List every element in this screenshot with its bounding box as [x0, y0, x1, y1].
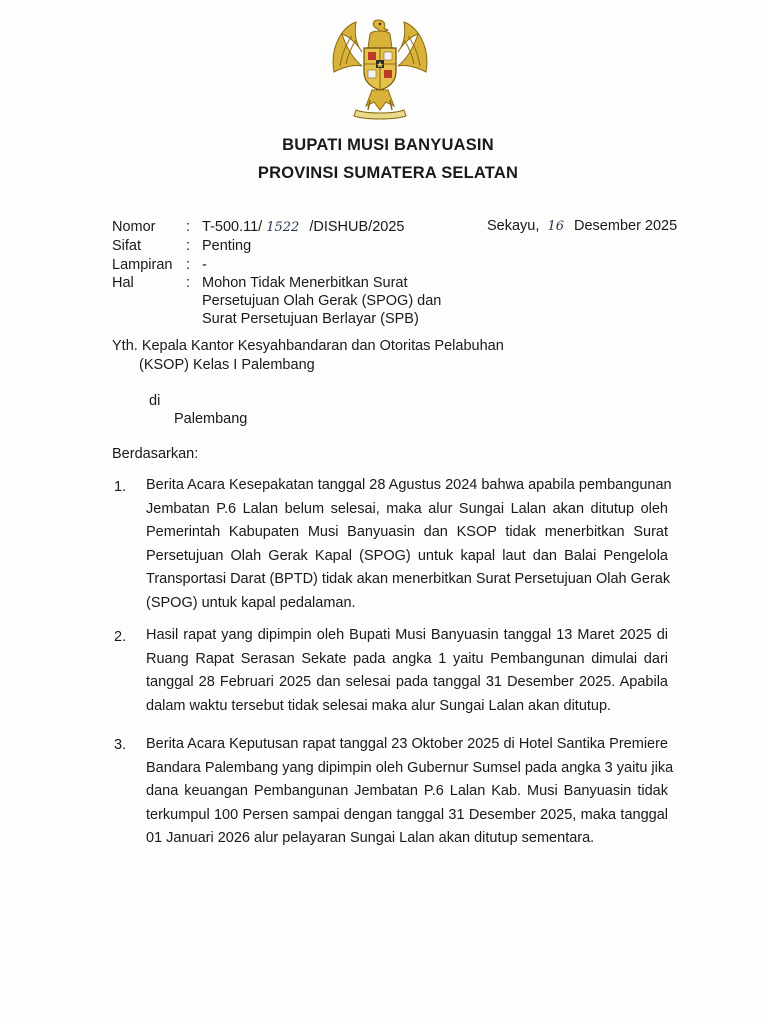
paragraph-line: 01 Januari 2026 alur pelayaran Sungai Lalan akan ditutup sementara. [146, 830, 595, 846]
nomor-prefix: T-500.11/ [202, 219, 263, 235]
nomor-suffix: /DISHUB/2025 [309, 219, 405, 235]
paragraph-line: Hasil rapat yang dipimpin oleh Bupati Musi Banyuasin tanggal 13 Maret 2025 di [146, 627, 668, 643]
hal-label: Hal [112, 275, 134, 291]
paragraph-line: dalam waktu tersebut tidak selesai maka alur Sungai Lalan akan ditutup. [146, 697, 612, 714]
colon: : [186, 275, 191, 291]
lampiran-value: - [202, 257, 207, 273]
hal-line: Persetujuan Olah Gerak (SPOG) dan [202, 293, 442, 309]
list-item-number: 3. [114, 737, 127, 753]
paragraph-line: Persetujuan Olah Gerak Kapal (SPOG) untuk kapal laut dan Balai Pengelola [146, 547, 668, 564]
paragraph-line: Jembatan P.6 Lalan belum selesai, maka alur Sungai Lalan akan ditutup oleh [146, 500, 668, 517]
recipient-line-1: Yth. Kepala Kantor Kesyahbandaran dan Otoritas Pelabuhan [112, 338, 504, 354]
paragraph-line: Ruang Rapat Serasan Sekate pada angka 1 yaitu Pembangunan dimulai dari [146, 650, 668, 667]
list-item-number: 2. [114, 629, 127, 645]
list-item-number: 1. [114, 479, 127, 495]
lampiran-label: Lampiran [112, 257, 173, 273]
paragraph-line: dana keuangan Pembangunan Jembatan P.6 Lalan Kab. Musi Banyuasin tidak [146, 783, 668, 799]
colon: : [186, 238, 191, 254]
hal-line: Mohon Tidak Menerbitkan Surat [202, 275, 408, 291]
recipient-line-2: (KSOP) Kelas I Palembang [139, 357, 315, 373]
hal-line: Surat Persetujuan Berlayar (SPB) [202, 311, 419, 327]
letter-heading-province: PROVINSI SUMATERA SELATAN [257, 164, 519, 182]
paragraph-line: Berita Acara Keputusan rapat tanggal 23 Oktober 2025 di Hotel Santika Premiere [146, 736, 668, 752]
nomor-handwritten: 1522 [266, 220, 300, 235]
nomor-value [202, 218, 404, 237]
colon: : [186, 257, 191, 273]
paragraph-line: Pemerintah Kabupaten Musi Banyuasin dan KSOP tidak menerbitkan Surat [146, 524, 668, 540]
date-month-year: Desember 2025 [574, 218, 678, 234]
paragraph-line: tanggal 28 Februari 2025 dan selesai pada tanggal 31 Desember 2025. Apabila [146, 674, 668, 690]
colon: : [186, 219, 191, 235]
paragraph-line: (SPOG) untuk kapal pedalaman. [146, 594, 356, 611]
paragraph-line: terkumpul 100 Persen sampai dengan tanggal 31 Desember 2025, maka tanggal [146, 806, 668, 823]
nomor-label: Nomor [112, 219, 156, 235]
sifat-label: Sifat [112, 238, 142, 254]
recipient-city: Palembang [174, 411, 248, 427]
recipient-di: di [149, 393, 161, 409]
sifat-value: Penting [202, 238, 252, 254]
paragraph-line: Bandara Palembang yang dipimpin oleh Gubernur Sumsel pada angka 3 yaitu jika [146, 759, 674, 776]
body-intro: Berdasarkan: [112, 446, 199, 462]
date-place: Sekayu, [487, 218, 540, 234]
letter-heading-title: BUPATI MUSI BANYUASIN [282, 136, 494, 154]
list-item-text [146, 733, 674, 851]
paragraph-line: Transportasi Darat (BPTD) tidak akan menerbitkan Surat Persetujuan Olah Gerak [146, 571, 671, 587]
garuda-emblem-icon [326, 14, 434, 122]
letter-date [487, 218, 677, 234]
paragraph-line: Berita Acara Kesepakatan tanggal 28 Agustus 2024 bahwa apabila pembangunan [146, 477, 672, 493]
list-item-text [146, 624, 668, 718]
list-item-text [146, 474, 672, 615]
date-day-handwritten: 16 [547, 219, 564, 234]
